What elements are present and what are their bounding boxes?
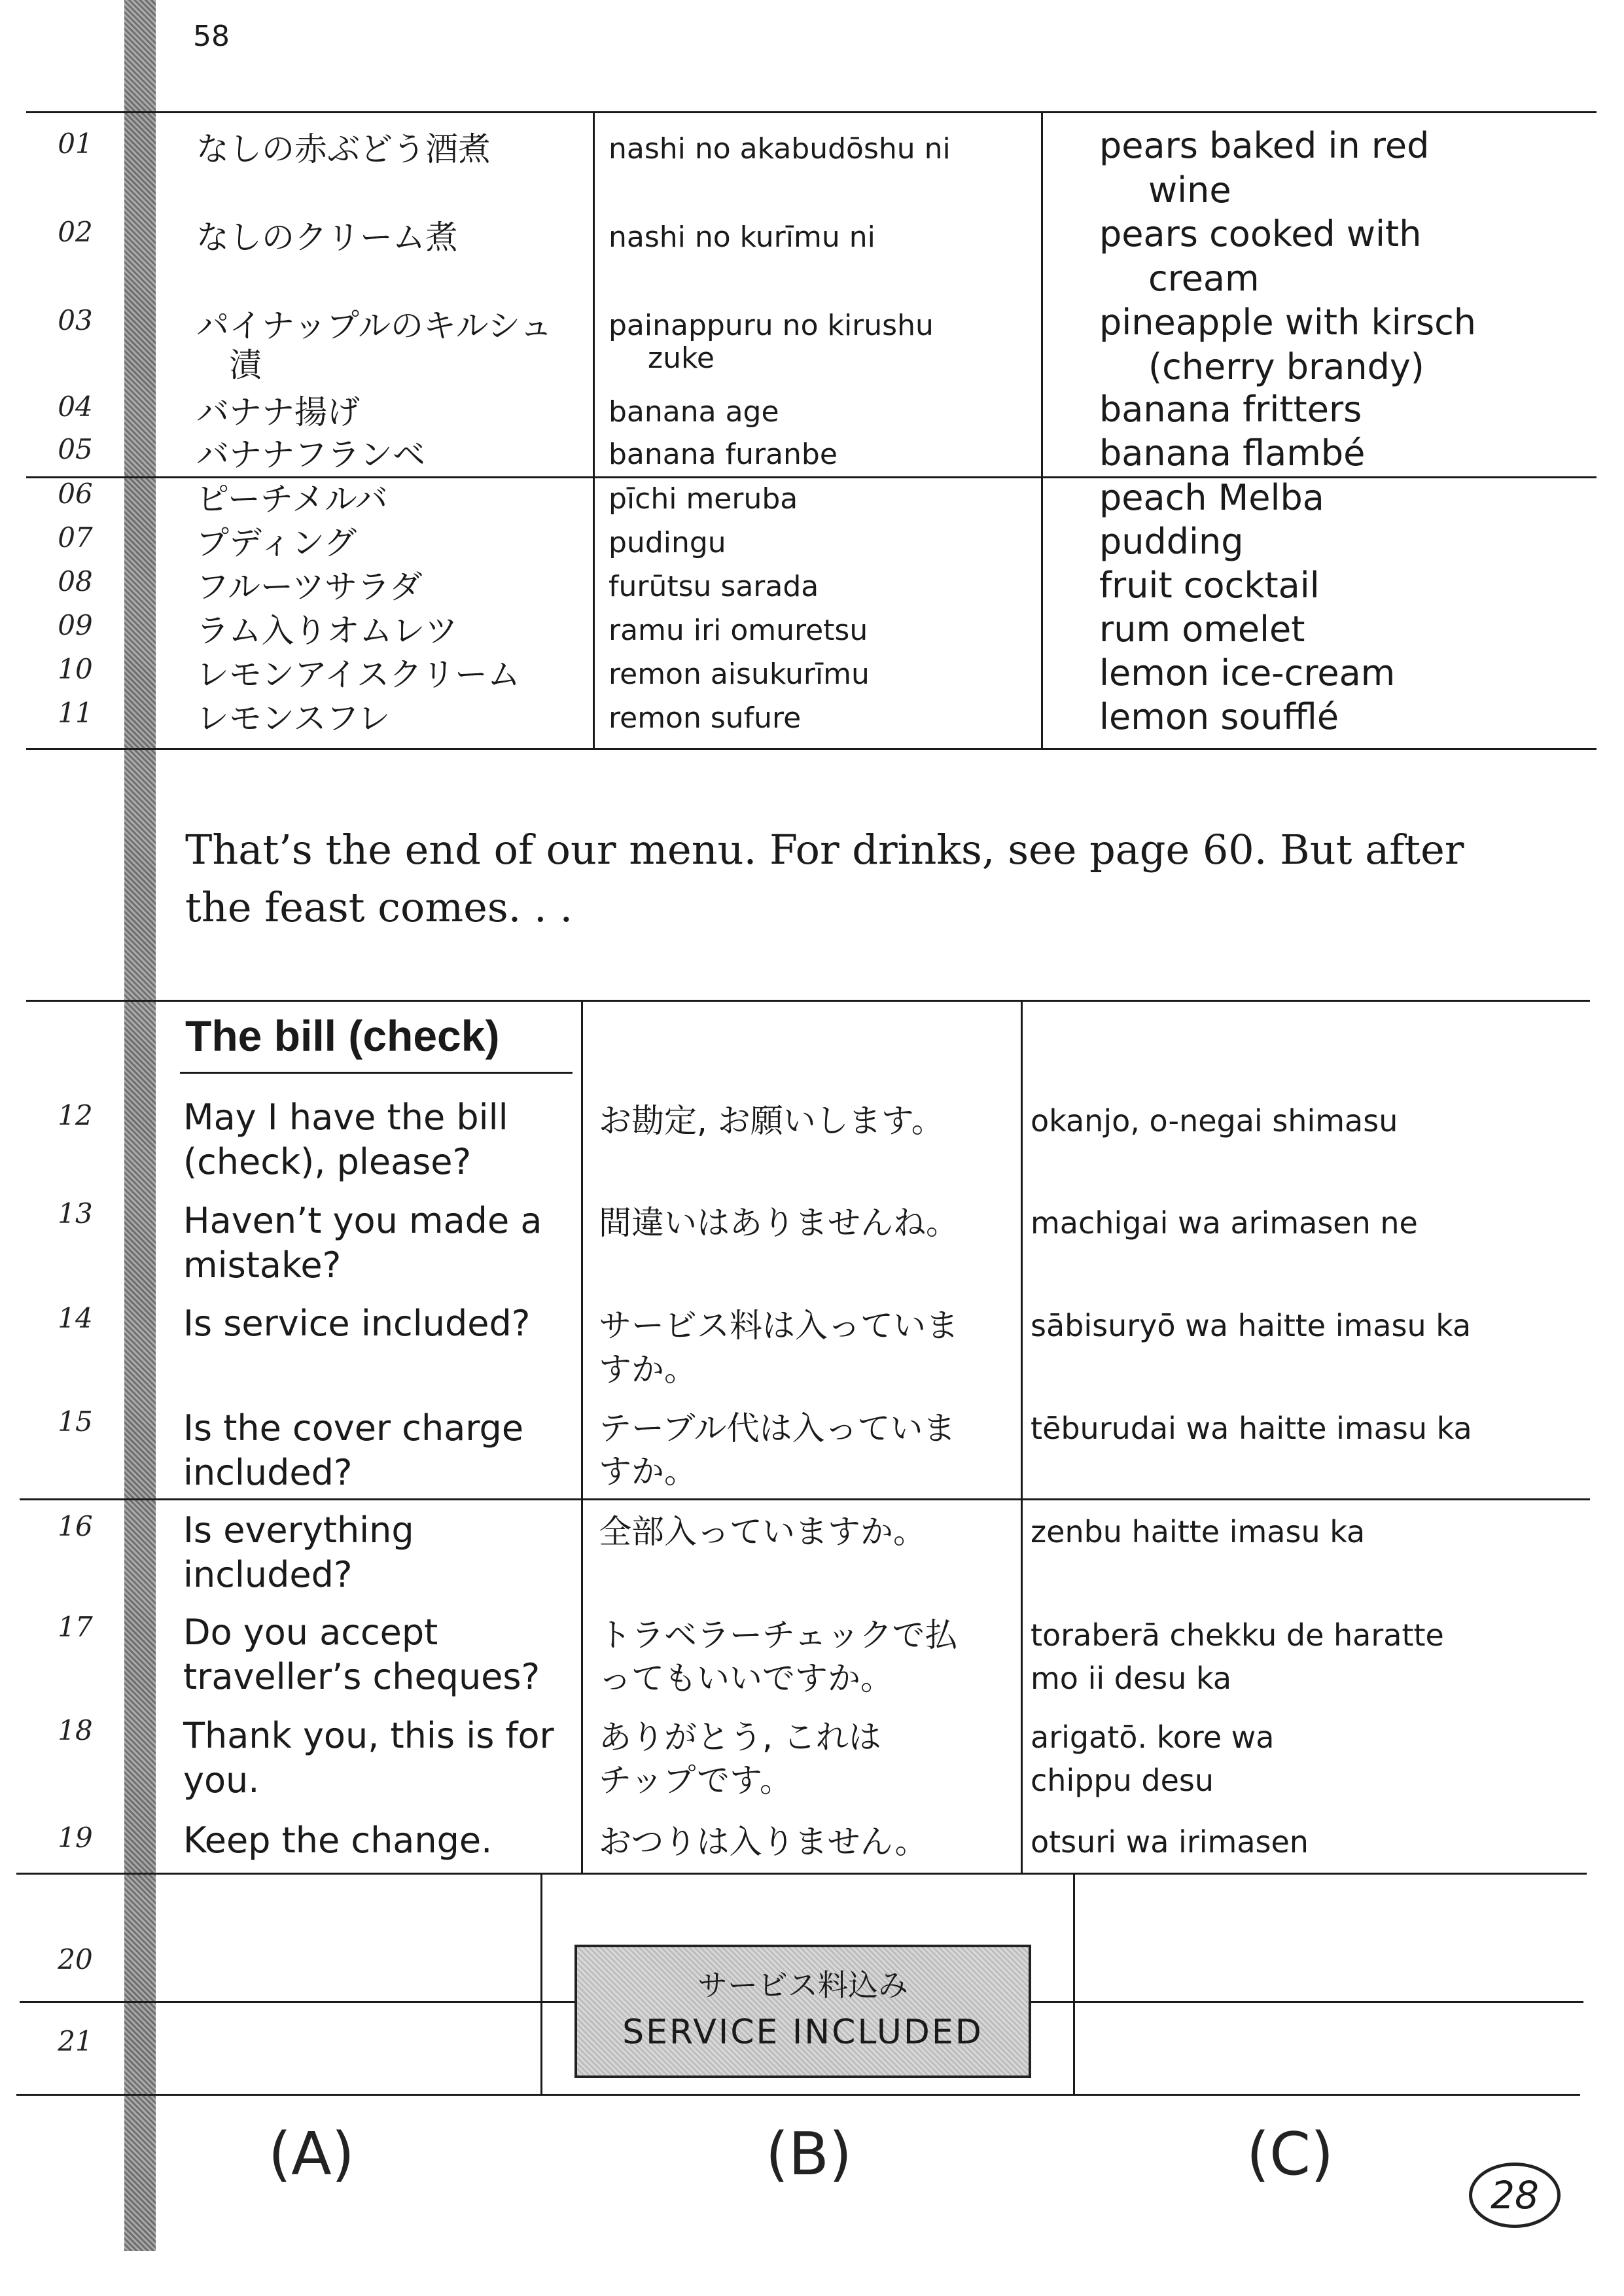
bill-jp-phrase: トラベラーチェックで払 — [599, 1616, 958, 1654]
row-number: 13 — [58, 1197, 93, 1229]
menu-en-item: banana flambé — [1099, 433, 1366, 474]
row-number: 08 — [58, 565, 93, 597]
bill-romaji-phrase: arigatō. kore wa — [1031, 1720, 1275, 1755]
bill-en-phrase-cont: (check), please? — [183, 1141, 472, 1182]
bill-section-title: The bill (check) — [185, 1012, 500, 1060]
bill-en-phrase-cont: you. — [183, 1759, 260, 1801]
column-mark-b: (B) — [766, 2120, 852, 2189]
bill-jp-phrase: テーブル代は入っていま — [599, 1409, 956, 1447]
menu-col-divider-1 — [593, 111, 595, 749]
menu-jp-item: バナナフランベ — [196, 436, 425, 474]
extra-col-divider-2 — [1073, 1873, 1075, 2095]
bill-jp-phrase: 全部入っていますか。 — [599, 1513, 926, 1551]
bill-en-phrase: Do you accept — [183, 1612, 438, 1653]
menu-en-item-cont: cream — [1148, 258, 1260, 299]
bill-romaji-phrase: tēburudai wa haitte imasu ka — [1031, 1411, 1472, 1446]
bill-en-phrase: Is the cover charge — [183, 1407, 524, 1449]
row-number: 20 — [58, 1943, 93, 1975]
bill-title-underline — [180, 1072, 573, 1074]
menu-en-item: peach Melba — [1099, 477, 1324, 518]
bill-en-phrase-cont: included? — [183, 1452, 353, 1493]
row-number: 16 — [58, 1510, 93, 1542]
bill-jp-phrase-cont: すか。 — [599, 1351, 697, 1388]
menu-romaji-item: painappuru no kirushu — [609, 309, 934, 342]
prose-paragraph: That’s the end of our menu. For drinks, see page 60. But after the feast comes. . . — [185, 826, 1464, 931]
menu-jp-item: なしの赤ぶどう酒煮 — [196, 130, 491, 168]
handwritten-page-number: 28 — [1469, 2163, 1561, 2228]
bill-romaji-phrase-cont: chippu desu — [1031, 1763, 1214, 1798]
bill-bottom-rule — [16, 1873, 1587, 1875]
row-number: 12 — [58, 1099, 93, 1131]
page-number: 58 — [193, 20, 230, 53]
menu-en-item: banana fritters — [1099, 389, 1362, 430]
menu-jp-item: ラム入りオムレツ — [196, 612, 458, 650]
binding-spine — [124, 0, 156, 2251]
menu-romaji-item: remon sufure — [609, 701, 802, 735]
row-number: 01 — [58, 128, 93, 160]
bill-romaji-phrase: zenbu haitte imasu ka — [1031, 1514, 1366, 1549]
menu-romaji-item: pīchi meruba — [609, 482, 798, 516]
row-number: 09 — [58, 609, 93, 641]
bill-romaji-phrase: toraberā chekku de haratte — [1031, 1617, 1444, 1653]
menu-jp-item: レモンアイスクリーム — [196, 656, 520, 694]
menu-en-item-cont: (cherry brandy) — [1148, 346, 1424, 387]
bill-jp-phrase: サービス料は入っていま — [599, 1307, 959, 1345]
row-number: 07 — [58, 521, 93, 554]
row-number: 19 — [58, 1822, 93, 1854]
row-number: 18 — [58, 1714, 93, 1746]
bill-jp-phrase: おつりは入りません。 — [599, 1823, 928, 1861]
bill-jp-phrase: 間違いはありませんね。 — [599, 1204, 959, 1242]
menu-jp-item: フルーツサラダ — [196, 568, 423, 606]
menu-romaji-item: ramu iri omuretsu — [609, 614, 868, 647]
menu-romaji-item: furūtsu sarada — [609, 570, 819, 603]
row-number: 21 — [58, 2025, 93, 2057]
bill-romaji-phrase-cont: mo ii desu ka — [1031, 1661, 1232, 1696]
bill-en-phrase-cont: traveller’s cheques? — [183, 1656, 540, 1697]
menu-en-item: lemon ice-cream — [1099, 652, 1396, 694]
bill-jp-phrase: ありがとう, これは — [599, 1718, 881, 1756]
bill-romaji-phrase: okanjo, o-negai shimasu — [1031, 1103, 1398, 1139]
service-sign-en: SERVICE INCLUDED — [622, 2013, 983, 2052]
menu-en-item: pears cooked with — [1099, 213, 1422, 255]
row-number: 05 — [58, 433, 93, 465]
extra-col-divider-1 — [540, 1873, 542, 2095]
bill-col-divider-2 — [1021, 1000, 1023, 1873]
bill-jp-phrase: お勘定, お願いします。 — [599, 1102, 944, 1140]
bill-romaji-phrase: sābisuryō wa haitte imasu ka — [1031, 1308, 1472, 1343]
menu-romaji-item: banana furanbe — [609, 438, 838, 471]
bill-en-phrase: Is everything — [183, 1510, 414, 1551]
column-mark-a: (A) — [268, 2120, 355, 2189]
menu-romaji-item: nashi no akabudōshu ni — [609, 132, 951, 166]
menu-romaji-item: banana age — [609, 395, 779, 429]
menu-en-item: pineapple with kirsch — [1099, 302, 1477, 343]
menu-romaji-item: remon aisukurīmu — [609, 658, 870, 691]
bill-mid-rule — [20, 1498, 1590, 1500]
bill-en-phrase-cont: mistake? — [183, 1245, 342, 1286]
row-number: 11 — [58, 697, 93, 729]
row-number: 03 — [58, 304, 93, 336]
bill-romaji-phrase: machigai wa arimasen ne — [1031, 1205, 1418, 1241]
menu-jp-item: レモンスフレ — [196, 699, 391, 737]
row-number: 15 — [58, 1405, 93, 1438]
bill-jp-phrase-cont: ってもいいですか。 — [599, 1659, 893, 1697]
bill-en-phrase: May I have the bill — [183, 1097, 508, 1138]
row-number: 02 — [58, 216, 93, 248]
menu-jp-item: パイナップルのキルシュ — [196, 307, 553, 345]
menu-jp-item: なしのクリーム煮 — [196, 219, 458, 256]
menu-en-item: pudding — [1099, 521, 1244, 562]
menu-en-item: fruit cocktail — [1099, 565, 1320, 606]
row-number: 17 — [58, 1611, 93, 1643]
menu-en-item-cont: wine — [1148, 169, 1231, 211]
service-sign-jp: サービス料込み — [697, 1968, 908, 2003]
row-number: 04 — [58, 391, 93, 423]
service-included-sign — [574, 1945, 1031, 2078]
bill-romaji-phrase: otsuri wa irimasen — [1031, 1824, 1309, 1860]
menu-en-item: rum omelet — [1099, 609, 1305, 650]
menu-jp-item: ピーチメルバ — [196, 480, 388, 518]
menu-bottom-rule — [26, 748, 1597, 750]
row-number: 06 — [58, 478, 93, 510]
bill-en-phrase: Haven’t you made a — [183, 1200, 542, 1241]
bill-jp-phrase-cont: チップです。 — [599, 1761, 792, 1799]
column-mark-c: (C) — [1246, 2120, 1334, 2189]
menu-en-item: pears baked in red — [1099, 125, 1430, 166]
menu-col-divider-2 — [1041, 111, 1043, 749]
bill-en-phrase: Keep the change. — [183, 1820, 493, 1861]
menu-en-item: lemon soufflé — [1099, 696, 1339, 737]
menu-romaji-item-cont: zuke — [648, 342, 715, 375]
menu-top-rule — [26, 111, 1597, 113]
extra-bottom-rule — [16, 2094, 1580, 2096]
bill-en-phrase: Thank you, this is for — [183, 1715, 554, 1756]
menu-jp-item-cont: 漬 — [229, 346, 262, 384]
menu-romaji-item: pudingu — [609, 526, 726, 559]
menu-jp-item: バナナ揚げ — [196, 393, 360, 431]
row-number: 14 — [58, 1302, 93, 1334]
bill-en-phrase: Is service included? — [183, 1303, 531, 1344]
row-number: 10 — [58, 653, 93, 685]
bill-en-phrase-cont: included? — [183, 1554, 353, 1595]
bill-jp-phrase-cont: すか。 — [599, 1453, 697, 1491]
bill-col-divider-1 — [581, 1000, 583, 1873]
menu-romaji-item: nashi no kurīmu ni — [609, 221, 875, 254]
bill-top-rule — [26, 1000, 1590, 1002]
menu-jp-item: プディング — [196, 524, 357, 562]
